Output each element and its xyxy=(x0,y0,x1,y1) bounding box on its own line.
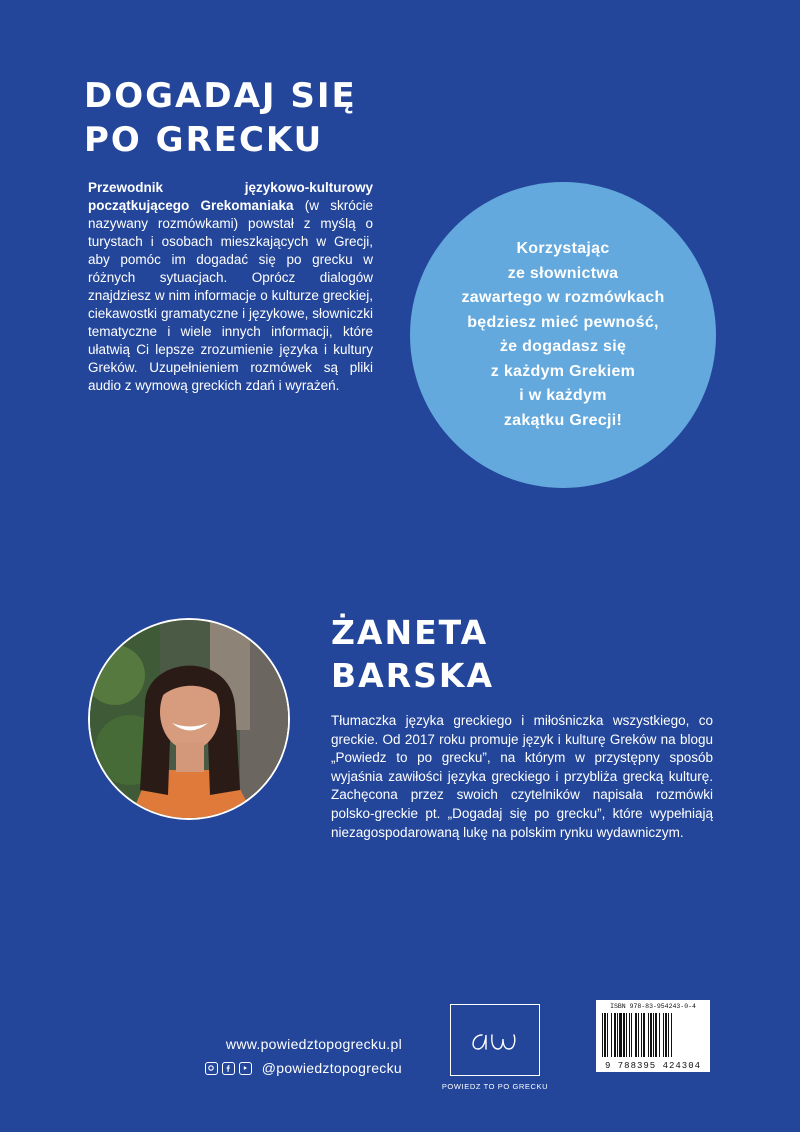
bubble-line: Korzystając xyxy=(516,240,610,257)
barcode-bar xyxy=(665,1013,667,1057)
highlight-bubble-text xyxy=(438,237,688,433)
barcode-bar xyxy=(643,1013,645,1057)
publisher-logo-mark xyxy=(450,1004,540,1076)
barcode-bar xyxy=(604,1013,606,1057)
book-title xyxy=(84,74,357,162)
barcode-bar xyxy=(671,1013,672,1057)
author-photo xyxy=(88,618,290,820)
bubble-line: zakątku Grecji! xyxy=(503,411,623,429)
barcode-bar xyxy=(623,1013,625,1057)
barcode-bar xyxy=(607,1013,608,1057)
bubble-line: z każdym Grekiem xyxy=(490,362,636,380)
bubble-line: że dogadasz się xyxy=(499,338,627,355)
ean-digits: 9 788395 424304 xyxy=(604,1061,701,1071)
publisher-logo-caption: POWIEDZ TO PO GRECKU xyxy=(441,1082,549,1091)
barcode-bar xyxy=(655,1013,657,1057)
barcode-bar xyxy=(653,1013,654,1057)
barcode-bar xyxy=(619,1013,622,1057)
youtube-icon xyxy=(239,1062,252,1075)
facebook-icon xyxy=(222,1062,235,1075)
contact-block xyxy=(140,1034,402,1076)
book-title-line-1: DOGADAJ SIĘ xyxy=(84,76,357,116)
isbn-barcode xyxy=(596,1000,710,1072)
author-first-name: ŻANETA xyxy=(331,613,489,652)
author-bio: Tłumaczka języka greckiego i miłośniczka wszystkiego, co greckie. Od 2017 roku promuje język i kulturę Greków na blogu „Powiedz to po grecku”, na którym w przystępny sposób wyjaśnia zawiłości języka greckiego i przybliża grecką kulturę. Zachęcona przez swoich czytelników napisała rozmówki polsko-greckie pt. „Dogadaj się po grecku”, które wypełniają niezagospodarowaną lukę na polskim rynku wydawniczym. xyxy=(331,713,713,840)
book-description-body: (w skrócie nazywany rozmówkami) powstał z myślą o turystach i osobach mieszkających w Grecji, aby pomóc im dogadać się po grecku w różnych sytuacjach. Oprócz dialogów znajdziesz w nim informacje o kulturze greckiej, ciekawostki gramatyczne i językowe, słowniczki tematyczne i wiele innych informacji, które ułatwią Ci lepsze zrozumienie języka i kultury Greków. Uzupełnieniem rozmówek są pliki audio z wymową greckich zdań i wyrażeń. xyxy=(88,198,373,393)
bubble-line: będziesz mieć pewność, xyxy=(467,313,659,331)
instagram-icon xyxy=(205,1062,218,1075)
barcode-bar xyxy=(635,1013,637,1057)
barcode-bar xyxy=(663,1013,664,1057)
author-last-name: BARSKA xyxy=(331,656,494,695)
social-row xyxy=(140,1060,402,1076)
barcode-bar xyxy=(659,1013,660,1057)
bubble-line: zawartego w rozmówkach xyxy=(461,289,665,306)
author-name xyxy=(331,611,494,697)
book-description-lead: Przewodnik językowo-kulturowy początkującego Grekomaniaka xyxy=(88,180,373,213)
barcode-bar xyxy=(641,1013,642,1057)
barcode-bar xyxy=(626,1013,627,1057)
barcode-bar xyxy=(668,1013,669,1057)
bubble-line: ze słownictwa xyxy=(507,264,619,282)
barcode-bar xyxy=(617,1013,618,1057)
barcode-bar xyxy=(614,1013,616,1057)
barcode-bar xyxy=(648,1013,649,1057)
barcode-bar xyxy=(650,1013,652,1057)
website-link[interactable]: www.powiedztopogrecku.pl xyxy=(225,1036,402,1052)
logo-monogram-icon xyxy=(464,1025,526,1055)
publisher-logo xyxy=(440,1004,550,1091)
barcode-bar xyxy=(629,1013,630,1057)
highlight-bubble xyxy=(410,182,716,488)
bubble-line: i w każdym xyxy=(519,387,607,404)
barcode-bar xyxy=(638,1013,639,1057)
social-handle[interactable]: @powiedztopogrecku xyxy=(261,1060,402,1076)
book-description xyxy=(88,179,373,395)
isbn-number: ISBN 978-83-954243-0-4 xyxy=(610,1003,696,1010)
barcode-bar xyxy=(611,1013,612,1057)
barcode-bars xyxy=(602,1013,704,1057)
book-title-line-2: PO GRECKU xyxy=(84,120,324,160)
author-portrait-illustration xyxy=(90,620,288,818)
barcode-bar xyxy=(602,1013,603,1057)
barcode-bar xyxy=(631,1013,632,1057)
